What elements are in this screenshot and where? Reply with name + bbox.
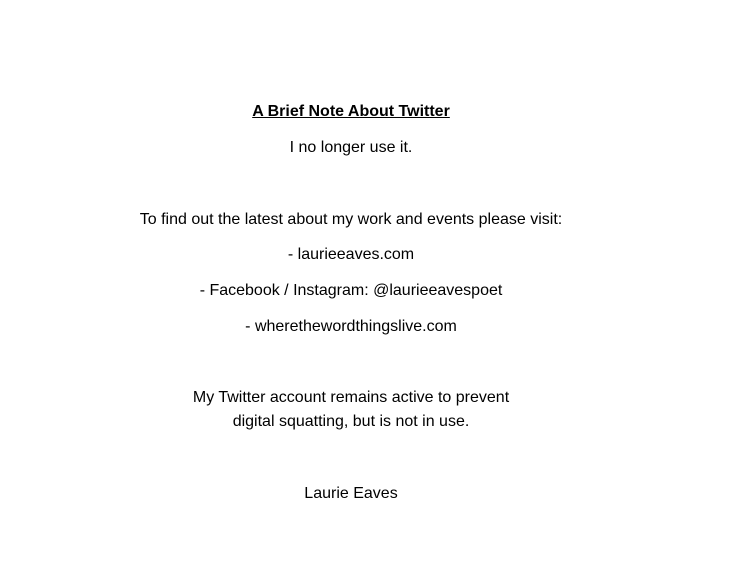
signature: Laurie Eaves	[304, 485, 398, 502]
intro-text: I no longer use it.	[289, 139, 413, 156]
link-website: - laurieeaves.com	[287, 246, 415, 263]
note-title: A Brief Note About Twitter	[252, 103, 450, 120]
account-status-line-1: My Twitter account remains active to prevent	[192, 389, 510, 406]
link-wherethewordthingslive: - wherethewordthingslive.com	[245, 318, 457, 335]
account-status-line-2: digital squatting, but is not in use.	[232, 413, 470, 430]
link-social: - Facebook / Instagram: @laurieeavespoet	[199, 282, 503, 299]
visit-text: To find out the latest about my work and events please visit:	[139, 211, 563, 228]
